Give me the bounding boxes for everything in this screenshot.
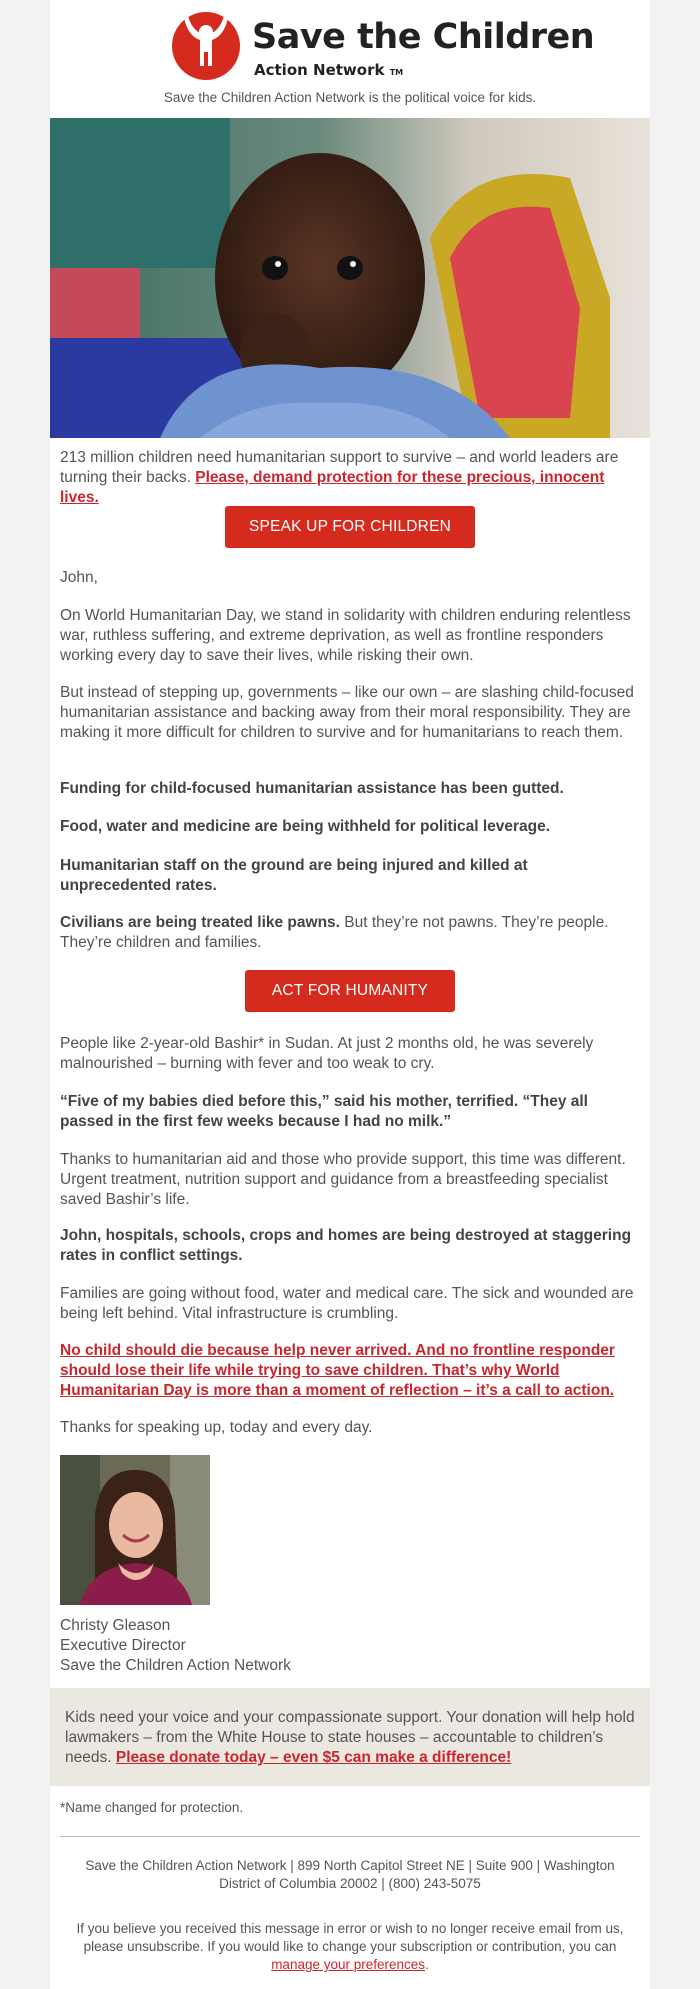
- signer-name: Christy Gleason: [60, 1617, 171, 1634]
- bold-text-3: Humanitarian staff on the ground are being injured and killed at unprecedented rates.: [60, 857, 528, 894]
- act-for-humanity-button[interactable]: ACT FOR HUMANITY: [245, 970, 455, 1012]
- brand-subtitle: [254, 61, 403, 79]
- pawns-bold: Civilians are being treated like pawns.: [60, 914, 340, 931]
- unsubscribe-text: If you believe you received this message in error or wish to no longer receive email from us, please unsubscribe. If you would like to change your subscription or contribution, you can: [76, 1921, 624, 1954]
- bold-text-1: Funding for child-focused humanitarian assistance has been gutted.: [60, 780, 564, 797]
- bold-statement-4: [60, 1226, 640, 1266]
- signer-title: Executive Director: [60, 1637, 186, 1654]
- bold-statement-2: [60, 817, 640, 837]
- donate-text: Kids need your voice and your compassionate support. Your donation will help hold lawmakers – from the White House to state houses – accountable to children’s needs.: [65, 1709, 635, 1766]
- bold-statement-1: [60, 779, 640, 799]
- paragraph-4: People like 2-year-old Bashir* in Sudan. At just 2 months old, he was severely malnourished – burning with fever and too weak to cry.: [60, 1035, 594, 1072]
- child-logo-icon: [170, 6, 242, 82]
- footer-divider: [60, 1836, 640, 1837]
- brand-sub-text: Action Network: [254, 61, 385, 79]
- mother-quote: [60, 1092, 640, 1132]
- thanks-line: Thanks for speaking up, today and every day.: [60, 1419, 373, 1436]
- bold-text-4: John, hospitals, schools, crops and homes are being destroyed at staggering rates in conflict settings.: [60, 1227, 632, 1264]
- intro-text: 213 million children need humanitarian support to survive – and world leaders are turning their backs.: [60, 449, 619, 486]
- call-to-action-link[interactable]: No child should die because help never arrived. And no frontline responder should lose their life while trying to save children. That’s why World Humanitarian Day is more than a moment of reflection – it’s a call to action.: [60, 1342, 615, 1399]
- paragraph-5: Thanks to humanitarian aid and those who provide support, this time was different. Urgent treatment, nutrition support and guidance from a breastfeeding specialist saved Bashir’s life.: [60, 1151, 626, 1208]
- donate-link[interactable]: Please donate today – even $5 can make a difference!: [115, 1749, 512, 1766]
- email-container: [50, 0, 650, 1989]
- tagline: Save the Children Action Network is the political voice for kids.: [163, 90, 537, 105]
- manage-preferences-link[interactable]: manage your preferences: [271, 1957, 426, 1972]
- speak-up-button[interactable]: SPEAK UP FOR CHILDREN: [225, 506, 475, 548]
- bold-text-2: Food, water and medicine are being withheld for political leverage.: [60, 818, 551, 835]
- paragraph-1: On World Humanitarian Day, we stand in solidarity with children enduring relentless war, ruthless suffering, and extreme deprivation, as well as frontline responders working every day to save their lives, while risking their own.: [60, 607, 631, 664]
- call-to-action-paragraph: [60, 1341, 640, 1401]
- pawns-text: But they’re not pawns. They’re people. They’re children and families.: [60, 914, 609, 951]
- donate-box: [50, 1688, 650, 1786]
- footer-period: .: [425, 1957, 429, 1972]
- bold-statement-3: [60, 856, 640, 896]
- quote-text: “Five of my babies died before this,” said his mother, terrified. “They all passed in the first few weeks because I had no milk.”: [60, 1093, 588, 1130]
- signature-block: [60, 1616, 291, 1676]
- signer-org: Save the Children Action Network: [60, 1657, 291, 1674]
- header: [50, 0, 650, 118]
- paragraph-3: [60, 913, 640, 953]
- name-changed-note: *Name changed for protection.: [60, 1800, 244, 1815]
- hero-image[interactable]: [50, 118, 650, 438]
- intro-paragraph: [60, 448, 640, 508]
- paragraph-6: Families are going without food, water and medical care. The sick and wounded are being left behind. Vital infrastructure is crumbling.: [60, 1285, 634, 1322]
- paragraph-2: But instead of stepping up, governments – like our own – are slashing child-focused humanitarian assistance and backing away from their moral responsibility. They are making it more difficult for children to survive and for humanitarians to reach them.: [60, 684, 634, 741]
- greeting: John,: [60, 569, 98, 586]
- demand-protection-link[interactable]: Please, demand protection for these precious, innocent lives.: [60, 469, 605, 506]
- footer-address: Save the Children Action Network | 899 North Capitol Street NE | Suite 900 | Washington District of Columbia 20002 | (800) 243-5075: [85, 1858, 615, 1891]
- signer-photo: [60, 1455, 210, 1605]
- trademark: TM: [389, 68, 404, 77]
- brand-name: Save the Children: [252, 17, 595, 57]
- footer-unsubscribe: [70, 1920, 630, 1974]
